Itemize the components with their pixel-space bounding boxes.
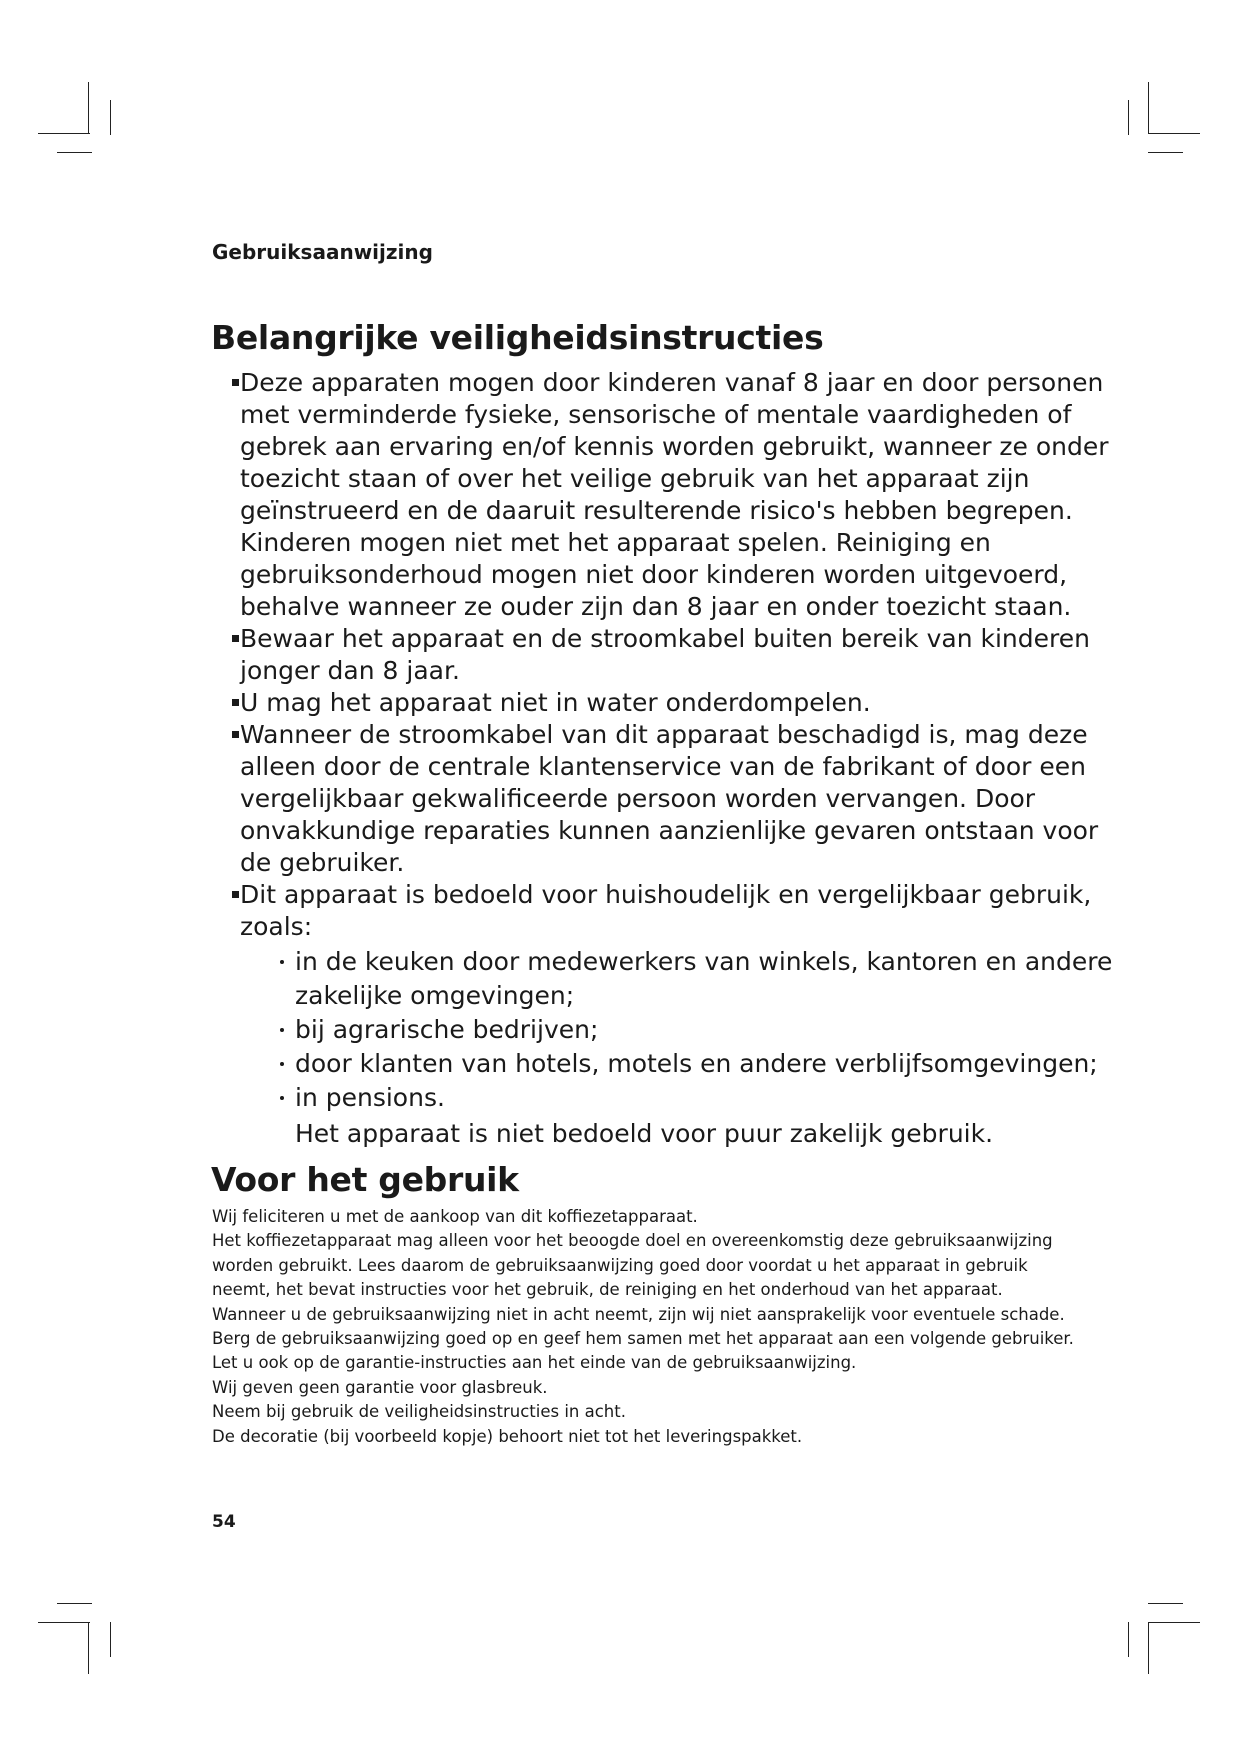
safety-item-text: U mag het apparaat niet in water onderdompelen. xyxy=(240,688,871,717)
safety-item-text: Dit apparaat is bedoeld voor huishoudelijk en vergelijkbaar gebruik, zoals: xyxy=(240,880,1092,941)
paragraph-line: neemt, het bevat instructies voor het gebruik, de reiniging en het onderhoud van het apparaat. xyxy=(212,1280,1003,1300)
before-use-heading: Voor het gebruik xyxy=(211,1160,519,1199)
crop-mark xyxy=(57,1603,92,1604)
dot-bullet-icon xyxy=(280,960,284,964)
crop-mark xyxy=(1148,152,1183,153)
sub-list-item xyxy=(280,1013,1130,1047)
running-header: Gebruiksaanwijzing xyxy=(212,240,433,264)
crop-mark xyxy=(88,1622,89,1674)
sub-item-text: bij agrarische bedrijven; xyxy=(295,1015,599,1044)
safety-heading: Belangrijke veiligheidsinstructies xyxy=(211,318,824,357)
safety-list xyxy=(230,367,1130,1151)
crop-mark xyxy=(1128,1622,1129,1657)
dot-bullet-icon xyxy=(280,1028,284,1032)
paragraph-line: Het koffiezetapparaat mag alleen voor het beoogde doel en overeenkomstig deze gebruiksaanwijzing xyxy=(212,1231,1053,1251)
dot-bullet-icon xyxy=(280,1096,284,1100)
crop-mark xyxy=(38,1622,90,1623)
square-bullet-icon xyxy=(232,891,239,898)
crop-mark xyxy=(1148,1622,1200,1623)
square-bullet-icon xyxy=(232,379,239,386)
sub-item-text: in pensions. xyxy=(295,1083,445,1112)
square-bullet-icon xyxy=(232,731,239,738)
paragraph-line: Neem bij gebruik de veiligheidsinstructies in acht. xyxy=(212,1402,626,1422)
dot-bullet-icon xyxy=(280,1062,284,1066)
list-item xyxy=(230,719,1130,879)
sub-item-text: door klanten van hotels, motels en andere verblijfsomgevingen; xyxy=(295,1049,1098,1078)
sub-list-item xyxy=(280,945,1130,1013)
usage-sub-list xyxy=(240,945,1130,1115)
crop-mark xyxy=(38,133,90,134)
paragraph-line: Wanneer u de gebruiksaanwijzing niet in acht neemt, zijn wij niet aansprakelijk voor eventuele schade. xyxy=(212,1304,1065,1324)
before-use-text xyxy=(212,1205,1172,1449)
crop-mark xyxy=(110,1622,111,1657)
crop-mark xyxy=(1148,1622,1149,1674)
paragraph-line: Wij feliciteren u met de aankoop van dit koffiezetapparaat. xyxy=(212,1207,698,1226)
paragraph-line: Berg de gebruiksaanwijzing goed op en geef hem samen met het apparaat aan een volgende gebruiker. xyxy=(212,1329,1074,1349)
sub-item-text: in de keuken door medewerkers van winkels, kantoren en andere zakelijke omgevingen; xyxy=(295,947,1113,1010)
safety-item-text: Wanneer de stroomkabel van dit apparaat beschadigd is, mag deze alleen door de centrale klantenservice van de fabrikant of door een vergelijkbaar gekwalificeerde persoon worden vervangen. Door onvakkundige reparaties kunnen aanzienlijke gevaren ontstaan voor de gebruiker. xyxy=(240,720,1099,877)
safety-item-text: Bewaar het apparaat en de stroomkabel buiten bereik van kinderen jonger dan 8 jaar. xyxy=(240,624,1090,685)
safety-item-text: Deze apparaten mogen door kinderen vanaf 8 jaar en door personen met verminderde fysieke, sensorische of mentale vaardigheden of gebrek aan ervaring en/of kennis worden gebruikt, wanneer ze onder toezicht staan of over het veilige gebruik van het apparaat zijn geïnstrueerd en de daaruit resulterende risico's hebben begrepen. Kinderen mogen niet met het apparaat spelen. Reiniging en gebruiksonderhoud mogen niet door kinderen worden uitgevoerd, behalve wanneer ze ouder zijn dan 8 jaar en onder toezicht staan. xyxy=(240,368,1109,621)
square-bullet-icon xyxy=(232,635,239,642)
list-item xyxy=(230,367,1130,623)
crop-mark xyxy=(57,152,92,153)
paragraph-line: De decoratie (bij voorbeeld kopje) behoort niet tot het leveringspakket. xyxy=(212,1426,803,1446)
list-item xyxy=(230,879,1130,1151)
sub-list-item xyxy=(280,1081,1130,1115)
crop-mark xyxy=(1148,133,1200,134)
crop-mark xyxy=(88,82,89,134)
crop-mark xyxy=(1148,82,1149,134)
crop-mark xyxy=(110,100,111,135)
list-item xyxy=(230,687,1130,719)
crop-mark xyxy=(1128,100,1129,135)
sub-list-item xyxy=(280,1047,1130,1081)
paragraph-line: Wij geven geen garantie voor glasbreuk. xyxy=(212,1377,548,1397)
square-bullet-icon xyxy=(232,699,239,706)
paragraph-line: Let u ook op de garantie-instructies aan het einde van de gebruiksaanwijzing. xyxy=(212,1353,857,1373)
list-item xyxy=(230,623,1130,687)
paragraph-line: worden gebruikt. Lees daarom de gebruiksaanwijzing goed door voordat u het apparaat in gebruik xyxy=(212,1255,1028,1275)
page-number: 54 xyxy=(212,1512,236,1532)
sub-note: Het apparaat is niet bedoeld voor puur zakelijk gebruik. xyxy=(295,1119,994,1148)
crop-mark xyxy=(1148,1603,1183,1604)
